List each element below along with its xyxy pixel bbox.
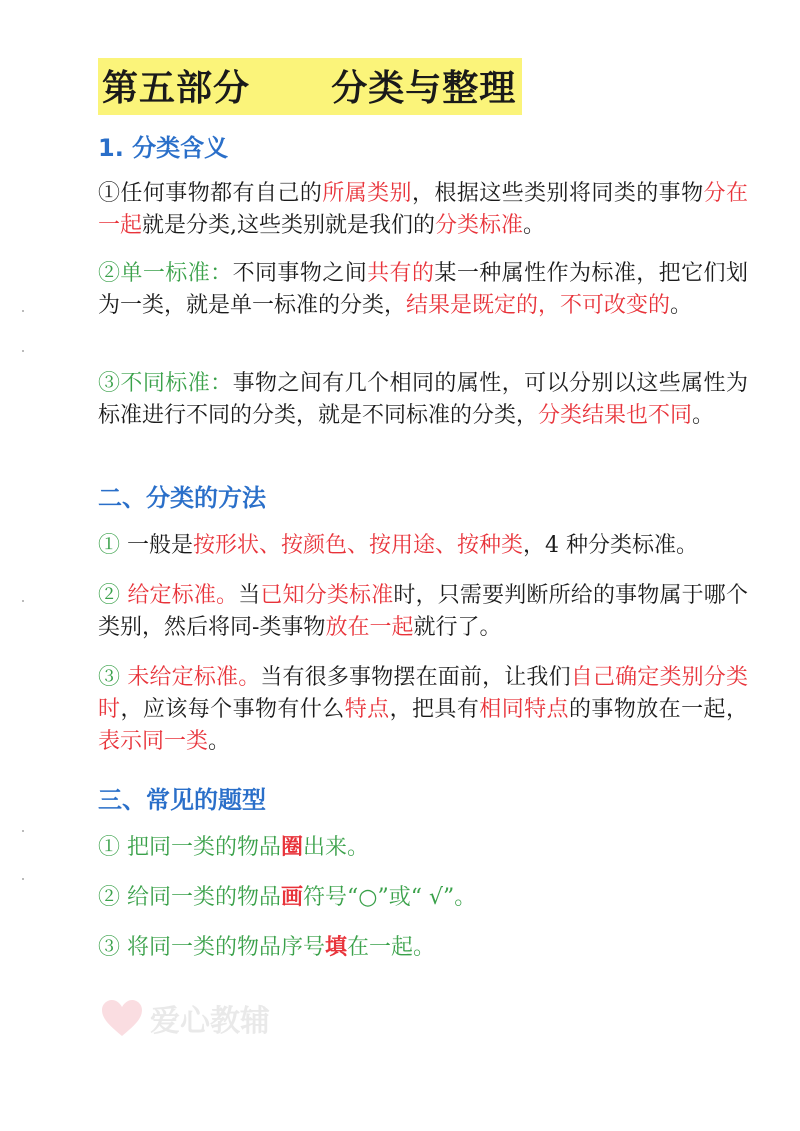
keyword: 画 [281, 884, 304, 910]
scan-dot [22, 350, 24, 352]
section-heading-methods: 二、分类的方法 [98, 484, 266, 512]
text: 一般是 [127, 533, 194, 558]
text: 当 [238, 583, 261, 608]
text: ③ 将同一类的物品序号 [98, 935, 325, 960]
highlight: 分在一起 [98, 181, 748, 238]
label: ②单一标准： [98, 261, 233, 286]
scan-dot [22, 600, 24, 602]
label: ② [98, 583, 128, 608]
text: ①任何事物都有自己的 [98, 181, 323, 206]
text: 时，只需要判断所给的事物属于哪个类别，然后将同-类事物 [98, 583, 748, 640]
text: ，4 种分类标准。 [523, 533, 699, 558]
watermark [100, 996, 270, 1040]
paragraph-method-1 [98, 530, 748, 562]
text: 。 [523, 213, 546, 238]
question-type-item [98, 880, 476, 911]
text: 。 [670, 293, 693, 318]
text: 不同事物之间 [232, 261, 368, 286]
keyword: 圈 [281, 834, 304, 860]
text: 当有很多事物摆在面前，让我们 [260, 665, 571, 690]
highlight: 分类结果也不同 [538, 403, 693, 428]
paragraph-meaning-1 [98, 178, 748, 242]
highlight: 给定标准。 [127, 583, 239, 608]
page-title: 第五部分 分类与整理 [98, 58, 522, 115]
watermark-text: 爱心教辅 [150, 1004, 270, 1039]
text: ，把具有 [389, 697, 480, 722]
question-type-item [98, 830, 369, 861]
text: 事物之间有几个相同的属性，可以分别以这些属性为标准进行不同的分类，就是不同标准的分类， [98, 371, 748, 428]
highlight: 特点 [344, 697, 390, 722]
text: 。 [692, 403, 715, 428]
text: ，根据这些类别将同类的事物 [411, 181, 704, 206]
text: 的事物放在一起， [568, 697, 748, 722]
scan-dot [22, 878, 24, 880]
highlight: 结果是既定的，不可改变的 [406, 293, 671, 318]
text: 在一起。 [347, 935, 436, 960]
highlight: 表示同一类 [98, 729, 209, 754]
scan-dot [22, 310, 24, 312]
text: ① 把同一类的物品 [98, 835, 281, 860]
paragraph-different-standard [98, 368, 748, 432]
label: ③不同标准： [98, 371, 233, 396]
section-heading-question-types: 三、常见的题型 [98, 786, 266, 814]
paragraph-single-standard [98, 258, 748, 322]
highlight: 所属类别 [322, 181, 412, 206]
question-type-item [98, 930, 435, 961]
text: 符号“○”或“ √”。 [303, 885, 477, 910]
highlight: 已知分类标准 [260, 583, 394, 608]
paragraph-method-2 [98, 580, 748, 644]
highlight: 未给定标准。 [127, 665, 261, 690]
highlight: 分类标准 [435, 213, 524, 238]
text: ，应该每个事物有什么 [120, 697, 345, 722]
highlight: 自己确定类别分类时 [98, 665, 748, 722]
text: 出来。 [303, 835, 370, 860]
paragraph-method-3 [98, 662, 748, 758]
text: 。 [208, 729, 231, 754]
highlight: 放在一起 [325, 615, 414, 640]
highlight: 共有的 [367, 261, 435, 286]
text: 某一种属性作为标准，把它们划为一类，就是单一标准的分类， [98, 261, 748, 318]
text: ② 给同一类的物品 [98, 885, 281, 910]
highlight: 按形状、按颜色、按用途、按种类 [193, 533, 524, 558]
label: ① [98, 533, 127, 558]
label: ③ [98, 665, 128, 690]
section-heading-meaning: 1. 分类含义 [98, 134, 229, 162]
text: 就是分类,这些类别就是我们的 [142, 213, 436, 238]
heart-icon [100, 998, 144, 1038]
keyword: 填 [325, 934, 348, 960]
scan-dot [22, 830, 24, 832]
highlight: 相同特点 [479, 697, 569, 722]
text: 就行了。 [413, 615, 502, 640]
